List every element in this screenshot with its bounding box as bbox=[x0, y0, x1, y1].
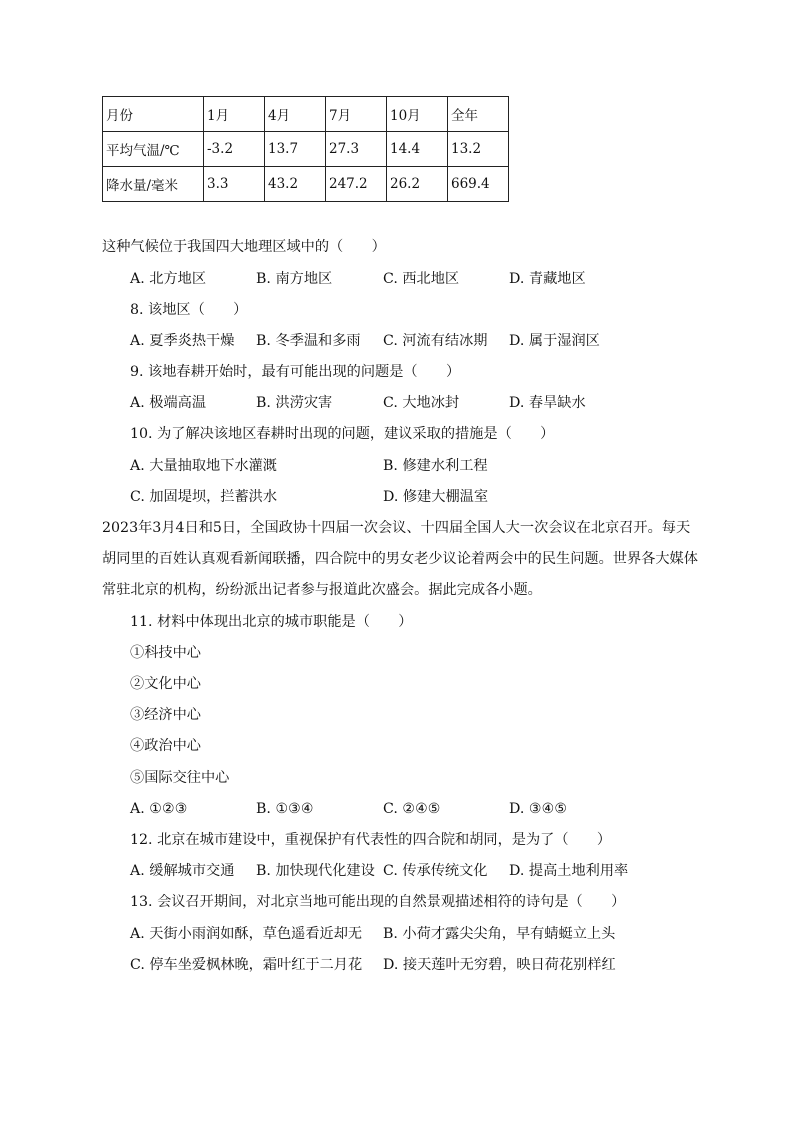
climate-table bbox=[102, 96, 509, 202]
q11-option-a[interactable]: A. ①②③ bbox=[130, 801, 188, 817]
table-row bbox=[103, 167, 509, 202]
q12-option-c[interactable]: C. 传承传统文化 bbox=[383, 863, 488, 879]
q13-option-b[interactable]: B. 小荷才露尖尖角，早有蜻蜓立上头 bbox=[383, 926, 616, 942]
q12-option-d[interactable]: D. 提高土地利用率 bbox=[509, 863, 629, 879]
q10-option-a[interactable]: A. 大量抽取地下水灌溉 bbox=[130, 458, 277, 474]
q8-option-d[interactable]: D. 属于湿润区 bbox=[509, 333, 600, 349]
q13-option-d[interactable]: D. 接天莲叶无穷碧，映日荷花别样红 bbox=[383, 957, 616, 973]
question-9-stem: 9. 该地春耕开始时，最有可能出现的问题是（ ） bbox=[130, 364, 461, 380]
table-header-cell: 全年 bbox=[448, 97, 509, 132]
passage-line: 2023年3月4日和5日，全国政协十四届一次会议、十四届全国人大一次会议在北京召开。每天 bbox=[102, 520, 691, 536]
table-cell: -3.2 bbox=[204, 132, 265, 167]
q9-option-c[interactable]: C. 大地冰封 bbox=[383, 395, 460, 411]
q13-option-c[interactable]: C. 停车坐爱枫林晚，霜叶红于二月花 bbox=[130, 957, 363, 973]
table-cell: 27.3 bbox=[326, 132, 387, 167]
q11-item: ②文化中心 bbox=[130, 676, 201, 692]
q7-option-b[interactable]: B. 南方地区 bbox=[256, 271, 333, 287]
q11-option-c[interactable]: C. ②④⑤ bbox=[383, 801, 441, 817]
table-header-row bbox=[103, 97, 509, 132]
q7-option-c[interactable]: C. 西北地区 bbox=[383, 271, 460, 287]
table-header-cell: 4月 bbox=[265, 97, 326, 132]
q10-option-d[interactable]: D. 修建大棚温室 bbox=[383, 489, 489, 505]
q11-item: ⑤国际交往中心 bbox=[130, 770, 230, 786]
table-cell: 平均气温/℃ bbox=[103, 132, 204, 167]
q13-option-a[interactable]: A. 天街小雨润如酥，草色遥看近却无 bbox=[130, 926, 363, 942]
table-cell: 43.2 bbox=[265, 167, 326, 202]
table-header-cell: 1月 bbox=[204, 97, 265, 132]
table-header-cell: 10月 bbox=[387, 97, 448, 132]
table-cell: 13.7 bbox=[265, 132, 326, 167]
q7-option-d[interactable]: D. 青藏地区 bbox=[509, 271, 586, 287]
q9-option-b[interactable]: B. 洪涝灾害 bbox=[256, 395, 333, 411]
q12-option-b[interactable]: B. 加快现代化建设 bbox=[256, 863, 375, 879]
table-cell: 247.2 bbox=[326, 167, 387, 202]
table-header-cell: 月份 bbox=[103, 97, 204, 132]
q9-option-d[interactable]: D. 春旱缺水 bbox=[509, 395, 586, 411]
table-cell: 14.4 bbox=[387, 132, 448, 167]
q11-option-b[interactable]: B. ①③④ bbox=[256, 801, 314, 817]
table-cell: 26.2 bbox=[387, 167, 448, 202]
question-11-stem: 11. 材料中体现出北京的城市职能是（ ） bbox=[130, 614, 413, 630]
q11-item: ④政治中心 bbox=[130, 738, 201, 754]
passage-line: 常驻北京的机构，纷纷派出记者参与报道此次盛会。据此完成各小题。 bbox=[102, 582, 542, 598]
question-12-stem: 12. 北京在城市建设中，重视保护有代表性的四合院和胡同，是为了（ ） bbox=[130, 832, 612, 848]
q8-option-a[interactable]: A. 夏季炎热干燥 bbox=[130, 333, 235, 349]
table-header-cell: 7月 bbox=[326, 97, 387, 132]
question-13-stem: 13. 会议召开期间，对北京当地可能出现的自然景观描述相符的诗句是（ ） bbox=[130, 894, 626, 910]
q9-option-a[interactable]: A. 极端高温 bbox=[130, 395, 207, 411]
question-10-stem: 10. 为了解决该地区春耕时出现的问题，建议采取的措施是（ ） bbox=[130, 426, 555, 442]
passage-line: 胡同里的百姓认真观看新闻联播，四合院中的男女老少议论着两会中的民生问题。世界各大媒体 bbox=[102, 551, 698, 567]
q8-option-c[interactable]: C. 河流有结冰期 bbox=[383, 333, 488, 349]
q10-option-b[interactable]: B. 修建水利工程 bbox=[383, 458, 488, 474]
question-7-stem: 这种气候位于我国四大地理区域中的（ ） bbox=[102, 239, 386, 255]
q10-option-c[interactable]: C. 加固堤坝，拦蓄洪水 bbox=[130, 489, 278, 505]
q11-option-d[interactable]: D. ③④⑤ bbox=[509, 801, 568, 817]
q8-option-b[interactable]: B. 冬季温和多雨 bbox=[256, 333, 361, 349]
q11-item: ①科技中心 bbox=[130, 645, 201, 661]
q12-option-a[interactable]: A. 缓解城市交通 bbox=[130, 863, 235, 879]
q7-option-a[interactable]: A. 北方地区 bbox=[130, 271, 207, 287]
table-cell: 降水量/毫米 bbox=[103, 167, 204, 202]
table-cell: 669.4 bbox=[448, 167, 509, 202]
question-8-stem: 8. 该地区（ ） bbox=[130, 302, 248, 318]
table-cell: 13.2 bbox=[448, 132, 509, 167]
table-row bbox=[103, 132, 509, 167]
table-cell: 3.3 bbox=[204, 167, 265, 202]
q11-item: ③经济中心 bbox=[130, 707, 201, 723]
